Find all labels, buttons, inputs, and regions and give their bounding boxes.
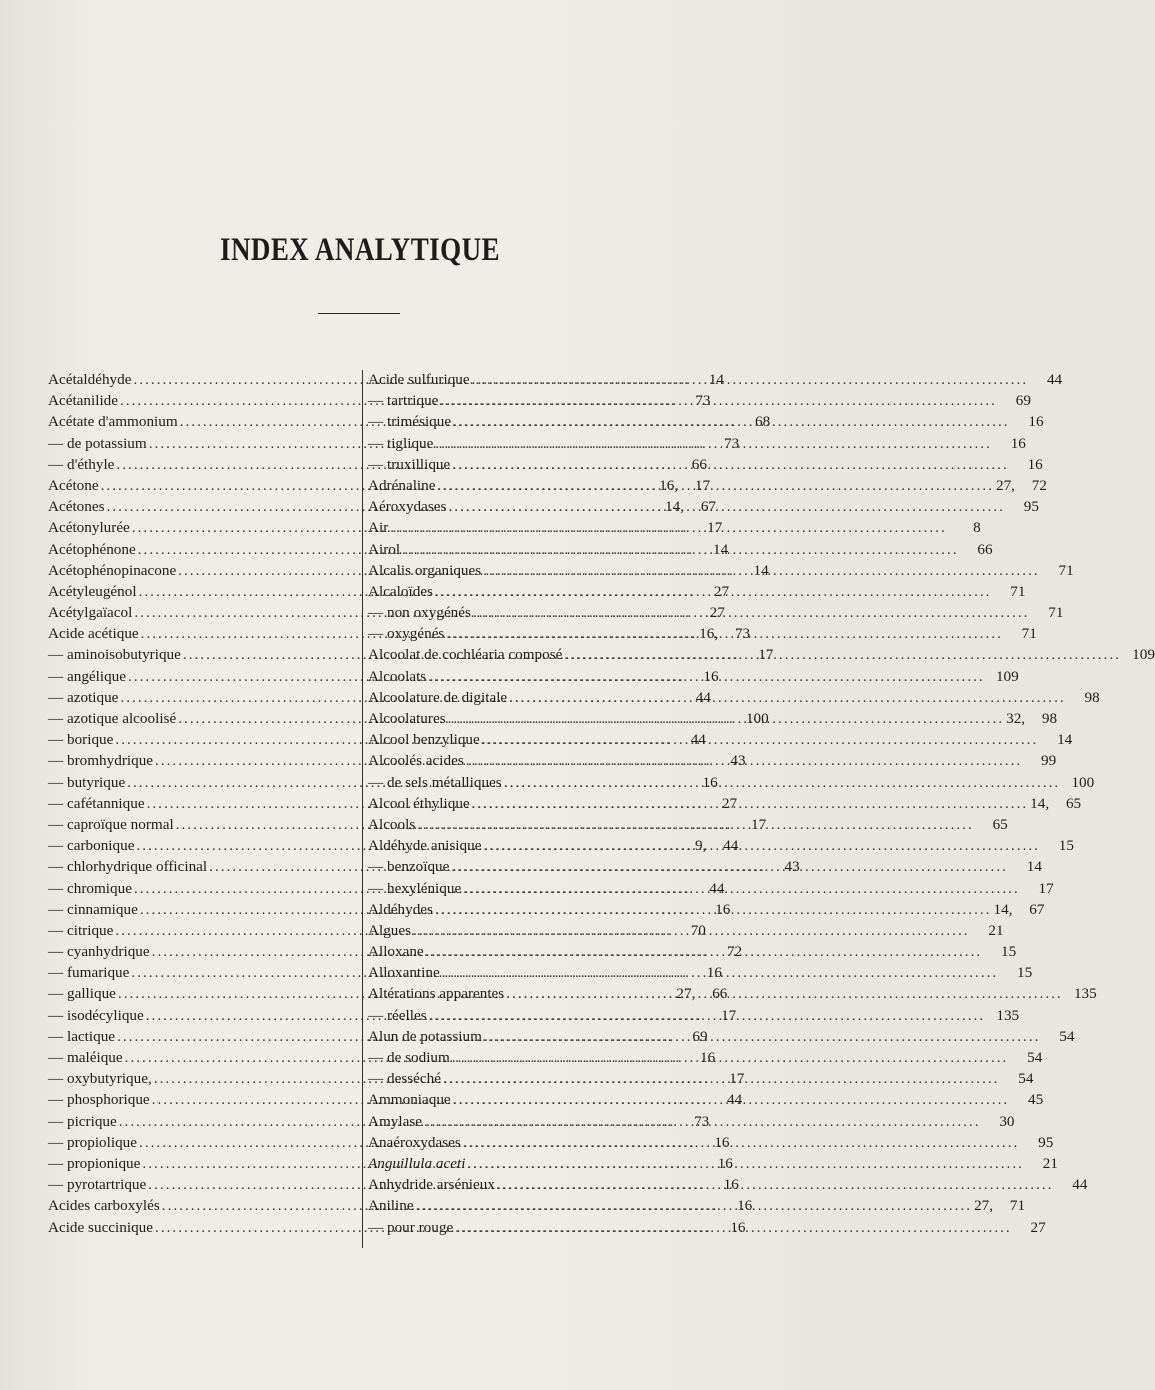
entry-term: Air: [368, 519, 389, 537]
entry-term: — de sels métalliques: [368, 773, 502, 791]
entry-page-number: 27: [1030, 1218, 1046, 1236]
entry-page-number: 16: [723, 1176, 739, 1194]
entry-page-number: 65: [992, 815, 1008, 833]
entry-term: Alloxantine: [368, 964, 440, 982]
entry-page-number: 17: [1038, 879, 1054, 897]
entry-term: Anhydride arsénieux: [368, 1176, 495, 1194]
entry-term: Acétone: [48, 476, 99, 494]
dot-leader: [435, 581, 992, 602]
dot-leader: [437, 475, 994, 496]
entry-page-number: 44: [695, 688, 711, 706]
dot-leader: [448, 708, 1005, 729]
dot-leader: [463, 878, 1020, 899]
entry-term: Alloxane: [368, 943, 424, 961]
entry-page-number: 72: [1031, 476, 1047, 494]
entry-extra-page: 14,: [1030, 794, 1050, 812]
dot-leader: [416, 1195, 973, 1216]
dot-leader: [424, 1111, 981, 1132]
entry-term: Aéroxydases: [368, 498, 447, 516]
entry-page-number: 16: [715, 900, 731, 918]
entry-term: — benzoïque: [368, 858, 450, 876]
dot-leader: [402, 539, 959, 560]
entry-page-number: 16: [1010, 434, 1026, 452]
entry-term: — angélique: [48, 667, 127, 685]
entry-term: Alcoolés acides: [368, 752, 464, 770]
entry-page-number: 45: [1027, 1091, 1044, 1109]
entry-page-number: 54: [1027, 1049, 1043, 1066]
entry-page-number: 98: [1041, 710, 1058, 727]
dot-leader: [452, 1047, 1009, 1068]
entry-page-number: 17: [729, 1070, 745, 1088]
entry-extra-page: 16,: [699, 625, 719, 643]
entry-term: — tiglique: [368, 434, 434, 452]
entry-term: Acétylgaïacol: [48, 604, 133, 622]
dot-leader: [413, 920, 970, 941]
entry-page-number: 44: [1072, 1176, 1088, 1194]
entry-page-number: 27: [721, 794, 738, 812]
dot-leader: [453, 411, 1010, 432]
entry-term: Adrénaline: [368, 476, 436, 494]
entry-term: — fumarique: [48, 964, 130, 982]
entry-term: — chromique: [48, 879, 132, 897]
entry-page-number: 17: [758, 646, 774, 664]
entry-term: — maléique: [48, 1049, 123, 1066]
entry-term: — caproïque normal: [48, 815, 174, 833]
dot-leader: [506, 983, 1063, 1004]
entry-term: — lactique: [48, 1027, 116, 1045]
entry-term: Alcalis organiques: [368, 561, 482, 579]
entry-page-number: 16: [714, 1133, 730, 1151]
dot-leader: [390, 517, 947, 538]
entry-term: Alun de potassium: [368, 1027, 482, 1045]
entry-term: — tartrique: [368, 392, 439, 410]
entry-page-number: 73: [694, 1112, 710, 1130]
entry-term: — pyrotartrique: [48, 1176, 147, 1194]
entry-term: — de sodium: [368, 1049, 450, 1066]
entry-term: — isodécylique: [48, 1006, 144, 1024]
entry-page-number: 17: [707, 519, 723, 537]
entry-page-number: 44: [690, 731, 706, 749]
entry-term: — non oxygénés: [368, 604, 471, 622]
entry-page-number: 16: [1028, 413, 1044, 431]
entry-page-number: 15: [1000, 943, 1017, 961]
dot-leader: [448, 496, 1005, 517]
entry-page-number: 54: [1059, 1027, 1075, 1045]
entry-extra-page: 27,: [974, 1197, 994, 1215]
entry-term: Acétate d'ammonium: [48, 413, 178, 431]
dot-leader: [440, 390, 997, 411]
entry-term: — azotique alcoolisé: [48, 710, 177, 727]
entry-term: Acétonylurée: [48, 519, 130, 537]
entry-page-number: 16: [730, 1218, 746, 1236]
entry-page-number: 8: [973, 519, 981, 537]
column-divider: [362, 370, 363, 1248]
entry-term: — trimésique: [368, 413, 452, 431]
entry-term: — gallique: [48, 985, 116, 1003]
entry-term: Ammoniaque: [368, 1091, 451, 1109]
entry-page-number: 135: [996, 1006, 1020, 1024]
entry-page-number: 14: [1026, 858, 1042, 876]
entry-term: Alcoolatures: [368, 710, 446, 727]
entry-extra-page: 16,: [659, 476, 679, 494]
entry-term: Alcools: [368, 815, 416, 833]
entry-term: — picrique: [48, 1112, 117, 1130]
entry-page-number: 27: [713, 582, 730, 600]
entry-extra-page: 27,: [995, 476, 1015, 494]
dot-leader: [564, 644, 1121, 665]
entry-term: Acide succinique: [48, 1218, 154, 1236]
entry-term: — truxillique: [368, 455, 451, 473]
entry-page-number: 44: [726, 1091, 743, 1109]
entry-page-number: 72: [726, 943, 743, 961]
dot-leader: [483, 560, 1040, 581]
entry-term: Alcoolature de digitale: [368, 688, 508, 706]
entry-term: — pour rouge: [368, 1218, 454, 1236]
entry-page-number: 21: [988, 921, 1004, 939]
entry-page-number: 71: [1009, 1197, 1026, 1215]
page-title: INDEX ANALYTIQUE: [219, 232, 500, 268]
entry-term: — propionique: [48, 1154, 141, 1172]
dot-leader: [466, 750, 1023, 771]
entry-extra-page: 14,: [665, 498, 684, 516]
entry-page-number: 44: [723, 837, 739, 855]
entry-term: Acide acétique: [48, 625, 139, 643]
entry-page-number: 69: [692, 1027, 708, 1045]
dot-leader: [463, 1132, 1020, 1153]
entry-term: Airol: [368, 540, 401, 558]
entry-page-number: 15: [1017, 964, 1033, 982]
entry-extra-page: 32,: [1006, 710, 1026, 727]
entry-term: Acétophénopinacone: [48, 561, 177, 579]
entry-term: — oxygénés: [368, 625, 445, 643]
entry-page-number: 44: [709, 879, 725, 897]
entry-page-number: 109: [995, 667, 1019, 685]
entry-term: — aminoisobutyrique: [48, 646, 181, 664]
entry-page-number: 100: [745, 710, 769, 727]
dot-leader: [467, 1153, 1024, 1174]
entry-page-number: 16: [737, 1197, 753, 1215]
dot-leader: [435, 433, 992, 454]
entry-page-number: 109: [1132, 646, 1155, 664]
entry-page-number: 99: [1041, 752, 1057, 770]
dot-leader: [451, 856, 1008, 877]
entry-page-number: 67: [700, 498, 716, 516]
dot-leader: [482, 729, 1039, 750]
entry-page-number: 16: [699, 1049, 716, 1066]
entry-page-number: 73: [695, 392, 711, 410]
entry-term: Acide sulfurique: [368, 371, 470, 388]
dot-leader: [473, 602, 1030, 623]
entry-term: — d'éthyle: [48, 455, 115, 473]
dot-leader: [428, 666, 985, 687]
entry-term: Acétanilide: [48, 392, 118, 410]
entry-page-number: 27: [709, 604, 725, 622]
entry-term: Acides carboxylés: [48, 1197, 160, 1215]
entry-term: Algues: [368, 921, 412, 939]
entry-page-number: 16: [1027, 455, 1043, 473]
dot-leader: [484, 1026, 1041, 1047]
dot-leader: [455, 1217, 1012, 1238]
dot-leader: [509, 687, 1066, 708]
entry-page-number: 98: [1084, 688, 1100, 706]
entry-page-number: 17: [721, 1006, 737, 1024]
entry-page-number: 95: [1038, 1133, 1054, 1151]
entry-term: Alcool benzylique: [368, 731, 480, 749]
dot-leader: [426, 941, 983, 962]
entry-page-number: 43: [730, 752, 746, 770]
entry-term: — hexylénique: [368, 879, 462, 897]
entry-page-number: 66: [977, 540, 993, 558]
entry-page-number: 71: [1021, 625, 1037, 643]
entry-page-number: 66: [712, 985, 728, 1003]
entry-term: Alcoolats: [368, 667, 427, 685]
entry-page-number: 15: [1058, 837, 1074, 855]
entry-page-number: 30: [999, 1112, 1015, 1130]
entry-page-number: 16: [706, 964, 722, 982]
dot-leader: [435, 899, 992, 920]
entry-page-number: 71: [1010, 582, 1026, 600]
entry-term: Alcaloïdes: [368, 582, 433, 600]
entry-term: — cafétannique: [48, 794, 145, 812]
entry-term: Acétones: [48, 498, 105, 516]
entry-term: Anguillula aceti: [368, 1154, 466, 1172]
entry-term: — oxybutyrique,: [48, 1070, 152, 1088]
entry-page-number: 95: [1023, 498, 1039, 516]
entry-extra-page: 14,: [993, 900, 1013, 918]
dot-leader: [443, 1068, 1000, 1089]
dot-leader: [472, 369, 1029, 390]
entry-page-number: 67: [1029, 900, 1045, 918]
entry-term: Alcoolat de cochléaria composé: [368, 646, 563, 664]
entry-page-number: 100: [1071, 773, 1095, 791]
entry-term: — citrique: [48, 921, 114, 939]
entry-term: — cinnamique: [48, 900, 138, 918]
entry-term: — réelles: [368, 1006, 427, 1024]
dot-leader: [452, 454, 1009, 475]
title-rule: [318, 313, 400, 314]
entry-page-number: 69: [1015, 392, 1031, 410]
entry-page-number: 44: [1046, 371, 1063, 388]
entry-term: — desséché: [368, 1070, 441, 1088]
entry-term: Amylase: [368, 1112, 422, 1130]
entry-term: — bromhydrique: [48, 752, 154, 770]
dot-leader: [446, 623, 1003, 644]
entry-term: Acétaldéhyde: [48, 371, 132, 388]
entry-page-number: 70: [690, 921, 706, 939]
entry-term: — azotique: [48, 688, 119, 706]
entry-term: — cyanhydrique: [48, 943, 150, 961]
entry-page-number: 14: [713, 540, 729, 558]
dot-leader: [497, 1174, 1054, 1195]
entry-page-number: 17: [751, 815, 767, 833]
dot-leader: [417, 814, 974, 835]
entry-term: Aniline: [368, 1197, 414, 1215]
entry-page-number: 16: [702, 773, 718, 791]
entry-page-number: 14: [753, 561, 769, 579]
entry-term: — carbonique: [48, 837, 135, 855]
entry-term: Alcool éthylique: [368, 794, 470, 812]
dot-leader: [483, 835, 1040, 856]
entry-page-number: 43: [784, 858, 800, 876]
entry-term: Acétophénone: [48, 540, 136, 558]
entry-term: — phosphorique: [48, 1091, 150, 1109]
entry-term: — butyrique: [48, 773, 126, 791]
entry-term: Altérations apparentes: [368, 985, 505, 1003]
entry-extra-page: 9,: [694, 837, 707, 855]
entry-term: — chlorhydrique officinal: [48, 858, 208, 876]
entry-term: Aldéhyde anisique: [368, 837, 482, 855]
entry-page-number: 73: [724, 434, 740, 452]
entry-page-number: 66: [691, 455, 707, 473]
dot-leader: [472, 793, 1029, 814]
entry-term: Aldéhydes: [368, 900, 433, 918]
entry-page-number: 73: [734, 625, 751, 643]
entry-term: — de potassium: [48, 434, 147, 452]
dot-leader: [442, 962, 999, 983]
entry-page-number: 65: [1065, 794, 1082, 812]
entry-page-number: 68: [755, 413, 771, 431]
entry-page-number: 71: [1058, 561, 1074, 579]
entry-page-number: 21: [1042, 1154, 1058, 1172]
entry-term: — propiolique: [48, 1133, 138, 1151]
dot-leader: [429, 1005, 986, 1026]
entry-term: Anaéroxydases: [368, 1133, 461, 1151]
entry-term: — borique: [48, 731, 114, 749]
entry-page-number: 14: [1057, 731, 1073, 749]
entry-page-number: 17: [694, 476, 711, 494]
entry-page-number: 71: [1048, 604, 1064, 622]
entry-page-number: 14: [708, 371, 724, 388]
entry-term: Acétyleugénol: [48, 582, 137, 600]
entry-page-number: 54: [1018, 1070, 1034, 1088]
entry-page-number: 16: [703, 667, 719, 685]
entry-page-number: 16: [717, 1154, 733, 1172]
dot-leader: [453, 1089, 1010, 1110]
dot-leader: [504, 772, 1061, 793]
entry-extra-page: 27,: [676, 985, 696, 1003]
entry-page-number: 135: [1073, 985, 1097, 1003]
